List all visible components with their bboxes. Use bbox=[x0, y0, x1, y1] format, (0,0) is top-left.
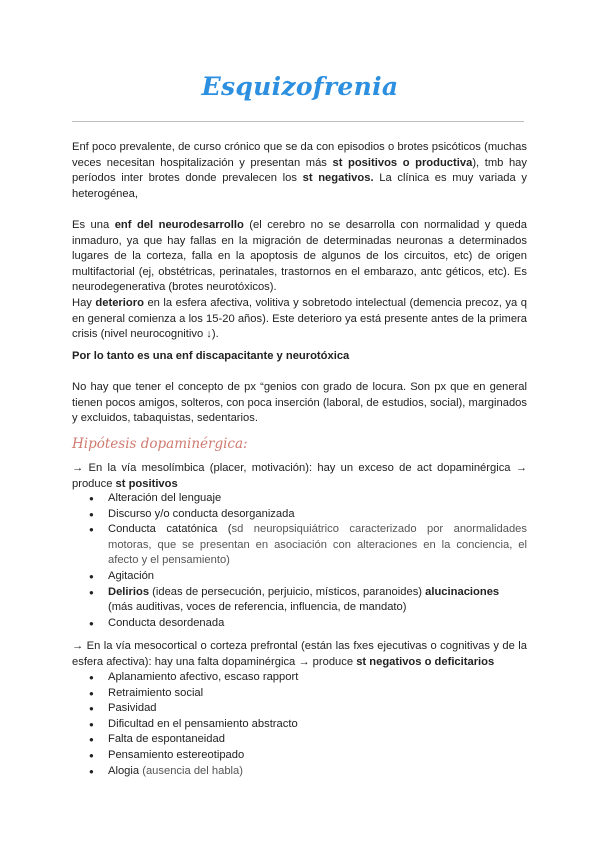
list-item: ● Agitación bbox=[72, 569, 527, 585]
list-item: ● Alogia (ausencia del habla) bbox=[72, 764, 527, 780]
list-item: ● Pensamiento estereotipado bbox=[72, 748, 527, 764]
list-item: ● Delirios (ideas de persecución, perjuicio, místicos, paranoides) alucinaciones (más auditivas, voces de referencia, influencia, de mandato) bbox=[72, 585, 527, 616]
mesocortical-paragraph: → En la vía mesocortical o corteza prefrontal (están las fxes ejecutivas o cognitivas y de la esfera afectiva): hay una falta dopaminérgica → produce st negativos o deficitarios bbox=[72, 640, 527, 668]
mesolimbic-paragraph: → En la vía mesolímbica (placer, motivación): hay un exceso de act dopaminérgica → produce st positivos bbox=[72, 462, 527, 490]
hypothesis-heading: Hipótesis dopaminérgica: bbox=[72, 436, 248, 452]
positive-symptoms-list bbox=[72, 491, 527, 631]
page-title: Esquizofrenia bbox=[201, 72, 399, 101]
patient-profile-paragraph: No hay que tener el concepto de px “genios con grado de locura. Son px que en general tienen pocos amigos, solteros, con poca inserción (laboral, de estudios, social), marginados y excluidos, tabaquistas, sedentarios. bbox=[72, 381, 527, 425]
list-item: ● Dificultad en el pensamiento abstracto bbox=[72, 717, 527, 733]
negative-symptoms-list bbox=[72, 670, 527, 779]
list-item: ● Retraimiento social bbox=[72, 686, 527, 702]
list-item: ● Discurso y/o conducta desorganizada bbox=[72, 507, 527, 523]
list-item: ● Alteración del lenguaje bbox=[72, 491, 527, 507]
title-divider bbox=[72, 121, 524, 122]
list-item: ● Falta de espontaneidad bbox=[72, 732, 527, 748]
intro-paragraph: Enf poco prevalente, de curso crónico que se da con episodios o brotes psicóticos (muchas veces necesitan hospitalización y presentan más st positivos o productiva), tmb hay períodos inter brotes donde prevalecen los st negativos. La clínica es muy variada y heterogénea, bbox=[72, 141, 528, 200]
list-item: ● Pasividad bbox=[72, 701, 527, 717]
list-item: ● Aplanamiento afectivo, escaso rapport bbox=[72, 670, 527, 686]
neurodevelopment-paragraph: Es una enf del neurodesarrollo (el cerebro no se desarrolla con normalidad y queda inmaduro, ya que hay fallas en la migración de determinadas neuronas a determinados lugares de la corteza, falla en la apoptosis de algunos de los circuitos, etc) de origen multifactorial (ej, obstétricas, perinatales, trastornos en el embarazo, antc géticos, etc). Es neurodegenerativa (brotes neurotóxicos). Hay deterioro en la esfera afectiva, volitiva y sobretodo intelectual (demencia precoz, ya q en general comienza a los 15-20 años). Este deterioro ya está presente antes de la primera crisis (nivel neurocognitivo ↓). bbox=[72, 219, 527, 341]
conclusion-paragraph: Por lo tanto es una enf discapacitante y neurotóxica bbox=[72, 350, 350, 362]
list-item: ● Conducta desordenada bbox=[72, 616, 527, 632]
list-item: ● Conducta catatónica (sd neuropsiquiátrico caracterizado por anormalidades motoras, que se presentan en asociación con alteraciones en la conciencia, el afecto y el pensamiento) bbox=[72, 522, 527, 569]
